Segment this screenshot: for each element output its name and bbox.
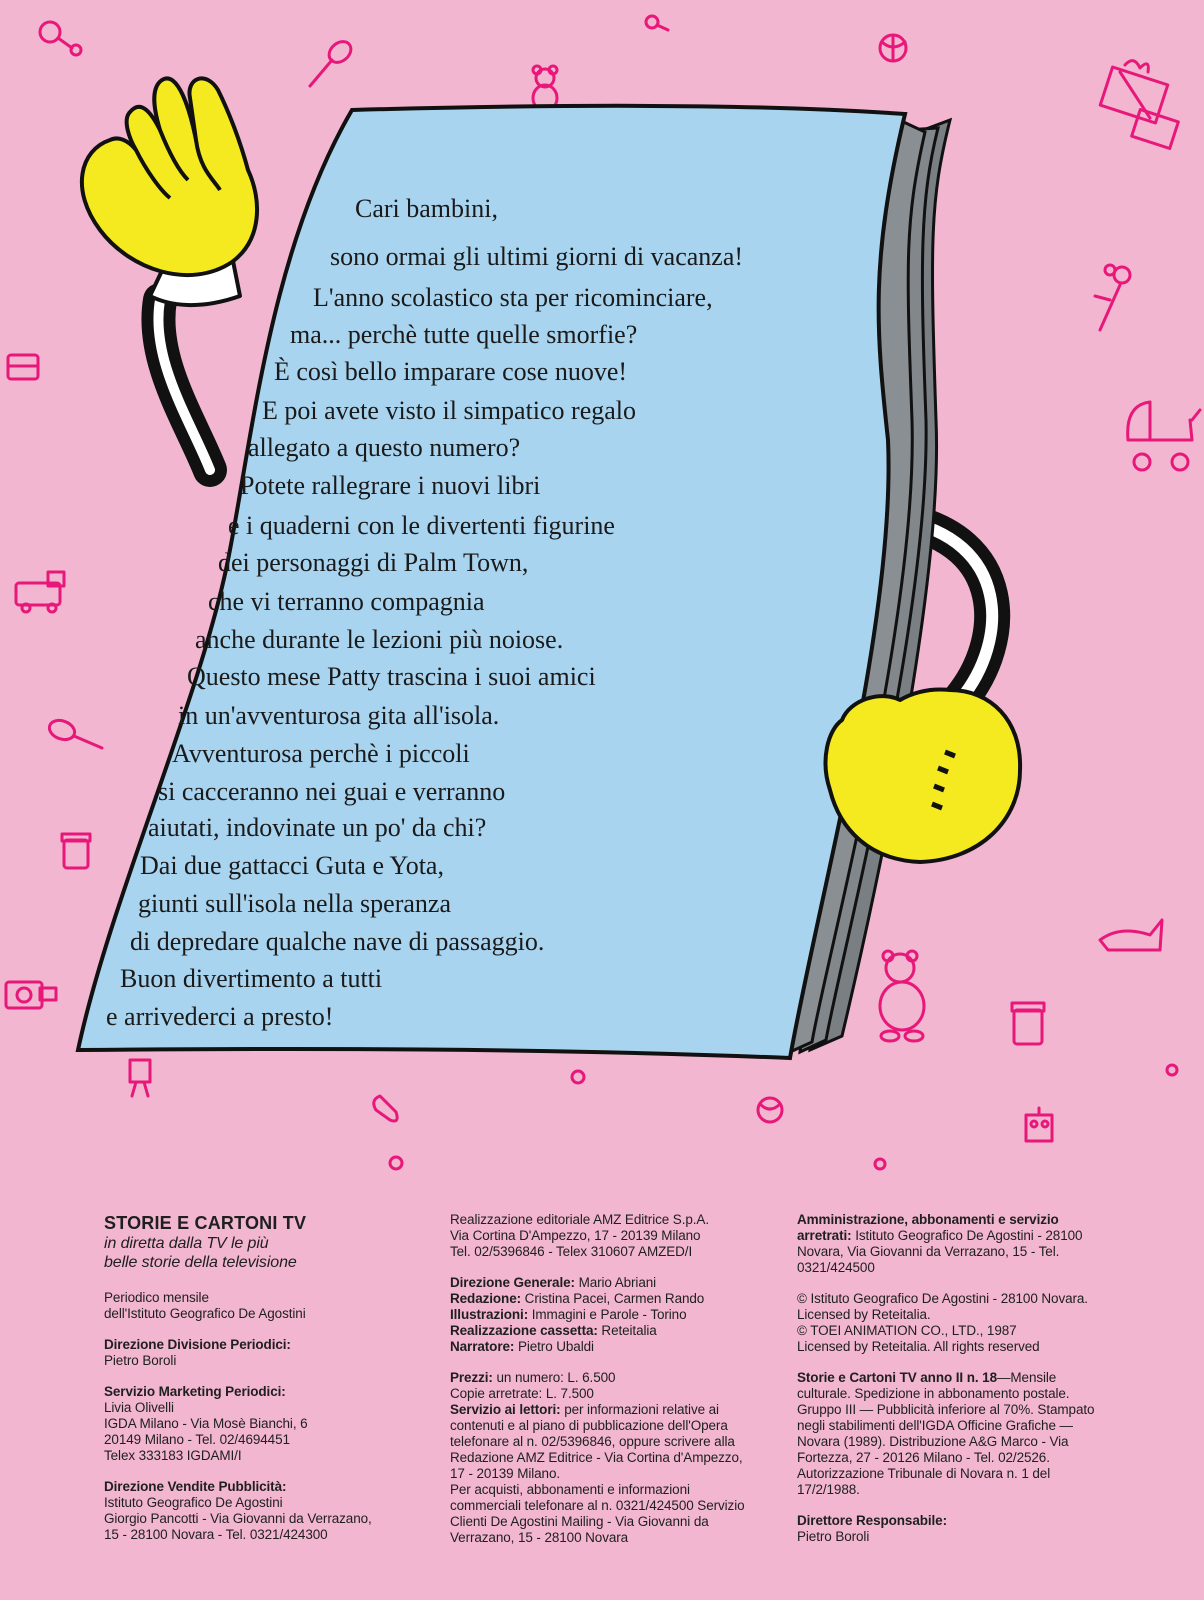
marketing-line: Livia Olivelli bbox=[104, 1400, 174, 1415]
prezzi-label: Prezzi: bbox=[450, 1370, 493, 1385]
letter-line: giunti sull'isola nella speranza bbox=[138, 889, 451, 918]
copyright-block bbox=[797, 1291, 1107, 1355]
letter-line: Dai due gattacci Guta e Yota, bbox=[140, 851, 444, 880]
redazione-label: Redazione: bbox=[450, 1291, 522, 1306]
cassetta-label: Realizzazione cassetta: bbox=[450, 1323, 598, 1338]
divisione-label: Direzione Divisione Periodici: bbox=[104, 1337, 291, 1352]
magazine-title: STORIE E CARTONI TV bbox=[104, 1213, 307, 1233]
letter-line: L'anno scolastico sta per ricominciare, bbox=[313, 283, 713, 312]
letter-line: di depredare qualche nave di passaggio. bbox=[130, 927, 545, 956]
illustrazioni-value: Immagini e Parole - Torino bbox=[531, 1307, 687, 1322]
narratore-value: Pietro Ubaldi bbox=[517, 1339, 594, 1354]
staff-block bbox=[450, 1275, 760, 1355]
direttore-label: Direttore Responsabile: bbox=[797, 1513, 947, 1528]
magazine-subtitle: in diretta dalla TV le più bbox=[104, 1235, 269, 1252]
credits-column-3 bbox=[797, 1212, 1107, 1560]
realizzazione-line: Tel. 02/5396846 - Telex 310607 AMZED/I bbox=[450, 1244, 693, 1259]
letter-line: Avventurosa perchè i piccoli bbox=[172, 739, 470, 768]
magazine-subtitle: belle storie della televisione bbox=[104, 1254, 297, 1271]
prezzi-value: un numero: L. 6.500 bbox=[496, 1370, 616, 1385]
ball-icon bbox=[758, 1098, 782, 1122]
letter-line: che vi terranno compagnia bbox=[208, 587, 485, 616]
amministrazione-value: Istituto Geografico De Agostini - 28100 Novara, Via Giovanni da Verrazano, 15 - Tel. 0321/424500 bbox=[797, 1228, 1083, 1275]
periodico-line: Periodico mensile bbox=[104, 1290, 209, 1305]
copyright-line: © Istituto Geografico De Agostini - 28100 Novara. bbox=[797, 1291, 1088, 1306]
amministrazione-label: Amministrazione, abbonamenti e servizio arretrati: bbox=[797, 1212, 1059, 1243]
marketing-block bbox=[104, 1384, 409, 1464]
prezzi-block bbox=[450, 1370, 760, 1546]
letter-line: Potete rallegrare i nuovi libri bbox=[240, 471, 541, 500]
direttore-value: Pietro Boroli bbox=[797, 1529, 870, 1544]
marketing-line: 20149 Milano - Tel. 02/4694451 bbox=[104, 1432, 290, 1447]
robot-icon bbox=[1026, 1108, 1052, 1141]
illustrazioni-label: Illustrazioni: bbox=[450, 1307, 529, 1322]
realizzazione-line: Via Cortina D'Ampezzo, 17 - 20139 Milano bbox=[450, 1228, 701, 1243]
divisione-name: Pietro Boroli bbox=[104, 1353, 177, 1368]
marketing-line: IGDA Milano - Via Mosè Bianchi, 6 bbox=[104, 1416, 308, 1431]
periodico-block bbox=[104, 1290, 409, 1322]
narratore-label: Narratore: bbox=[450, 1339, 515, 1354]
letter-line: sono ormai gli ultimi giorni di vacanza! bbox=[330, 242, 744, 271]
credits-column-2 bbox=[450, 1212, 760, 1561]
amministrazione-block bbox=[797, 1212, 1107, 1276]
letter-line: aiutati, indovinate un po' da chi? bbox=[148, 813, 487, 842]
letter-line: anche durante le lezioni più noiose. bbox=[195, 625, 564, 654]
copyright-line: Licensed by Reteitalia. bbox=[797, 1307, 931, 1322]
letter-line: si cacceranno nei guai e verranno bbox=[158, 777, 506, 806]
credits-column-1 bbox=[104, 1212, 409, 1558]
letter-line: È così bello imparare cose nuove! bbox=[274, 357, 628, 386]
letter-line: Buon divertimento a tutti bbox=[120, 964, 383, 993]
letter-line: E poi avete visto il simpatico regalo bbox=[262, 396, 637, 425]
anno-label: Storie e Cartoni TV anno II n. 18 bbox=[797, 1370, 997, 1385]
vendite-line: Istituto Geografico De Agostini bbox=[104, 1495, 283, 1510]
anno-value: —Mensile culturale. Spedizione in abbonamento postale. Gruppo III — Pubblicità inferiore al 70%. Stampato negli stabilimenti dell'IGDA Officine Grafiche — Novara (1989). Distribuzione A&G Marco - Via Fortezza, 27 - 20126 Milano - Tel. 02/2526. Autorizzazione Tribunale di Novara n. 1 del 17/2/1988. bbox=[797, 1370, 1095, 1497]
letter-line: dei personaggi di Palm Town, bbox=[218, 548, 529, 577]
redazione-value: Cristina Pacei, Carmen Rando bbox=[524, 1291, 705, 1306]
letter-line: ma... perchè tutte quelle smorfie? bbox=[290, 320, 638, 349]
copyright-line: Licensed by Reteitalia. All rights reserved bbox=[797, 1339, 1040, 1354]
vendite-block bbox=[104, 1479, 409, 1543]
direttore-block bbox=[797, 1513, 1107, 1545]
letter-line: e arrivederci a presto! bbox=[106, 1002, 334, 1031]
letter-line: allegato a questo numero? bbox=[248, 433, 521, 462]
acquisti-text: Per acquisti, abbonamenti e informazioni commerciali telefonare al n. 0321/424500 Servizio Clienti De Agostini Mailing - Via Giovanni da Verrazano, 15 - 28100 Novara bbox=[450, 1482, 745, 1545]
copie-arretrate: Copie arretrate: L. 7.500 bbox=[450, 1386, 594, 1401]
letter-line: Cari bambini, bbox=[355, 194, 498, 223]
dg-label: Direzione Generale: bbox=[450, 1275, 575, 1290]
realizzazione-line: Realizzazione editoriale AMZ Editrice S.p.A. bbox=[450, 1212, 709, 1227]
anno-block bbox=[797, 1370, 1107, 1498]
servizio-value: per informazioni relative ai contenuti e al piano di pubblicazione dell'Opera telefonare al n. 02/5396846, oppure scrivere alla Redazione AMZ Editrice - Via Cortina d'Ampezzo, 17 - 20139 Milano. bbox=[450, 1402, 743, 1481]
cassetta-value: Reteitalia bbox=[601, 1323, 657, 1338]
copyright-line: © TOEI ANIMATION CO., LTD., 1987 bbox=[797, 1323, 1017, 1338]
vendite-line: Giorgio Pancotti - Via Giovanni da Verrazano, bbox=[104, 1511, 372, 1526]
letter-line: in un'avventurosa gita all'isola. bbox=[178, 701, 500, 730]
servizio-label: Servizio ai lettori: bbox=[450, 1402, 561, 1417]
divisione-block bbox=[104, 1337, 409, 1369]
periodico-line: dell'Istituto Geografico De Agostini bbox=[104, 1306, 306, 1321]
letter-line: e i quaderni con le divertenti figurine bbox=[228, 511, 615, 540]
dg-value: Mario Abriani bbox=[578, 1275, 657, 1290]
vendite-line: 15 - 28100 Novara - Tel. 0321/424300 bbox=[104, 1527, 328, 1542]
letter-line: Questo mese Patty trascina i suoi amici bbox=[187, 662, 596, 691]
vendite-label: Direzione Vendite Pubblicità: bbox=[104, 1479, 287, 1494]
realizzazione-block bbox=[450, 1212, 760, 1260]
marketing-line: Telex 333183 IGDAMI/I bbox=[104, 1448, 242, 1463]
marketing-label: Servizio Marketing Periodici: bbox=[104, 1384, 286, 1399]
